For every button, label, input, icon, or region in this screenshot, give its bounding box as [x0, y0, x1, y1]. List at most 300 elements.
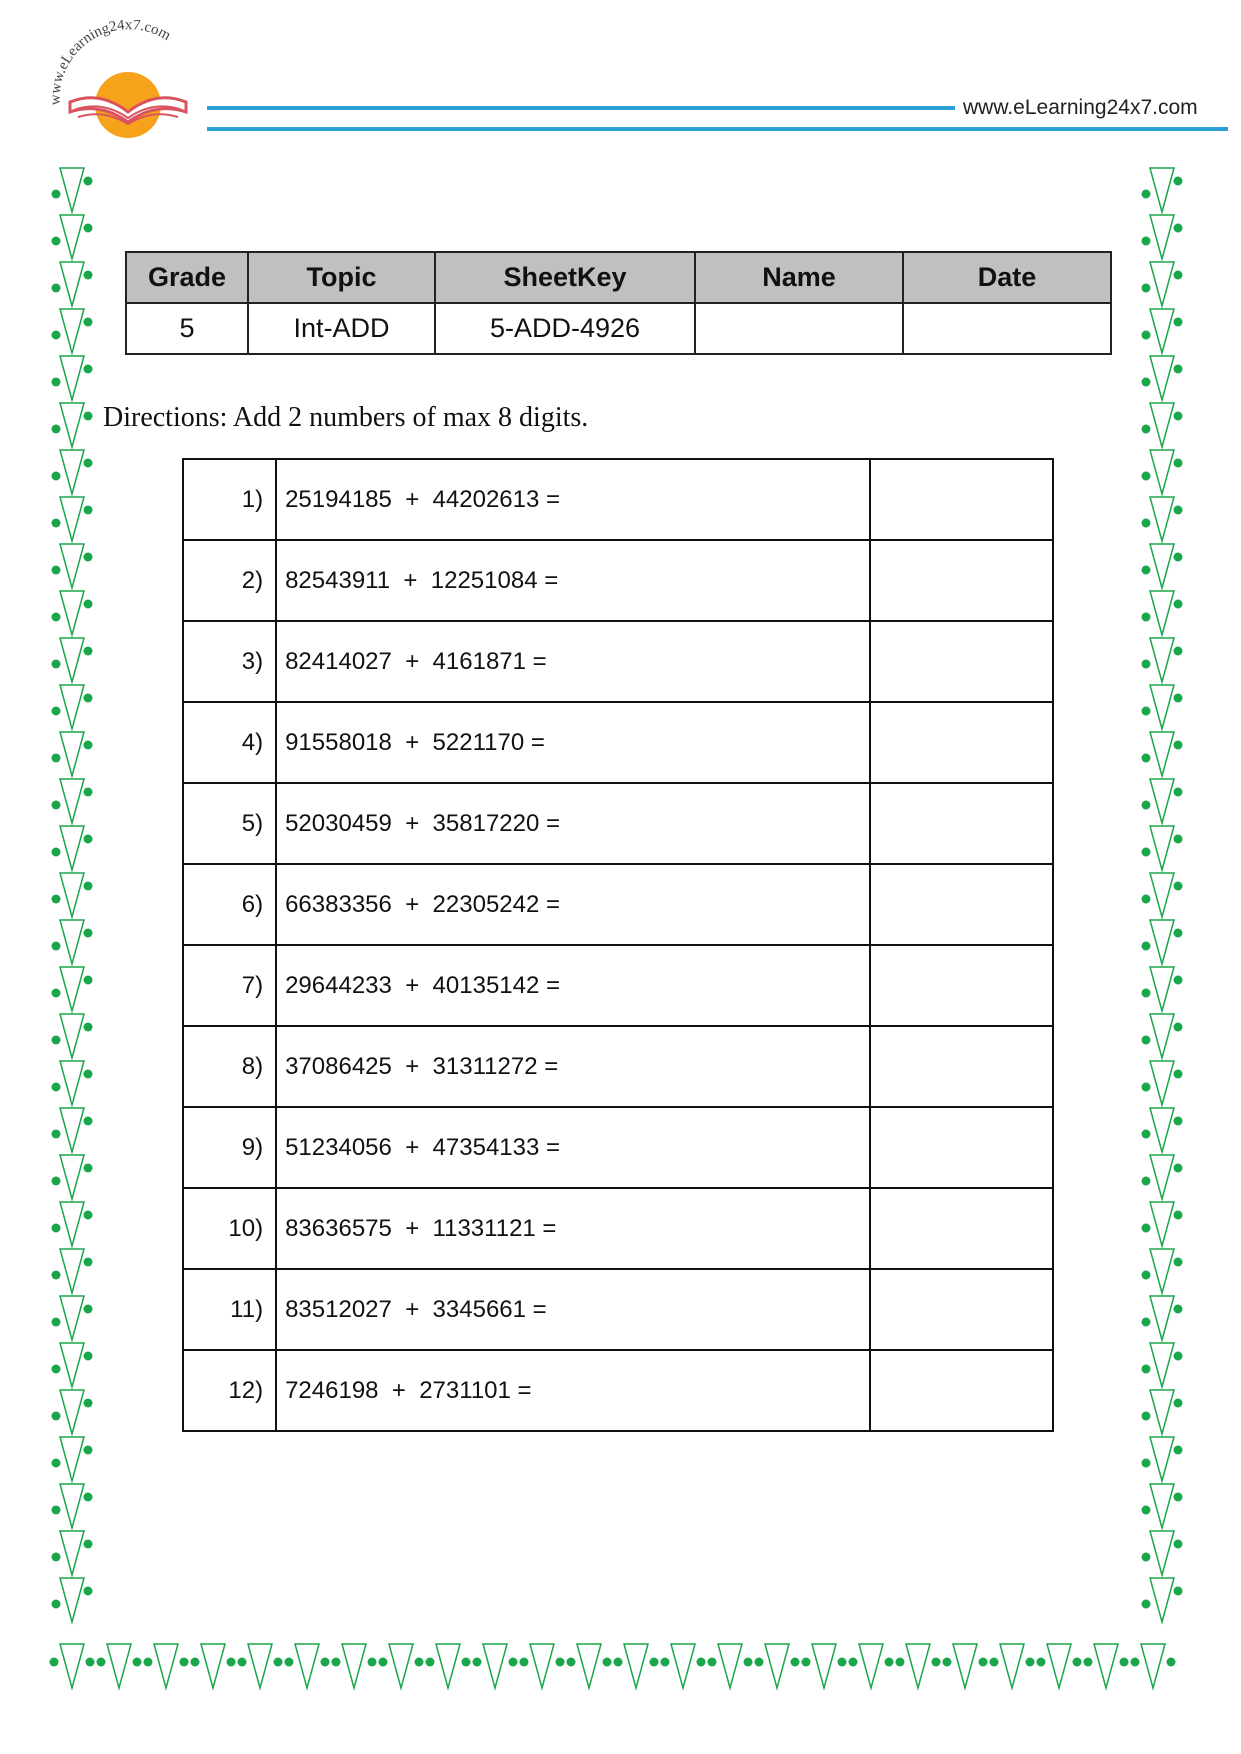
border-triangle	[60, 873, 84, 917]
addend-b: 4161871	[432, 647, 526, 675]
border-triangle	[1150, 1531, 1174, 1575]
border-dot	[567, 1658, 576, 1667]
border-triangle	[1150, 1061, 1174, 1105]
plus-sign: +	[391, 890, 433, 918]
border-dot	[802, 1658, 811, 1667]
border-triangle	[906, 1644, 930, 1688]
addend-a: 83636575	[285, 1214, 392, 1242]
directions: Directions: Add 2 numbers of max 8 digits.	[103, 402, 589, 433]
equals-sign: =	[535, 1214, 557, 1242]
border-triangle	[60, 544, 84, 588]
border-dot	[1174, 1258, 1183, 1267]
border-dot	[1174, 1023, 1183, 1032]
border-dot	[84, 1164, 93, 1173]
border-dot	[84, 1305, 93, 1314]
border-triangle	[1150, 685, 1174, 729]
equals-sign: =	[524, 728, 545, 756]
border-triangle	[60, 967, 84, 1011]
border-dot	[84, 553, 93, 562]
problems-table	[182, 458, 1054, 1432]
border-dot	[1174, 1446, 1183, 1455]
addend-b: 3345661	[432, 1295, 526, 1323]
border-dot	[1026, 1658, 1035, 1667]
problem-row	[183, 540, 1053, 621]
border-dot	[1174, 976, 1183, 985]
border-dot	[614, 1658, 623, 1667]
problem-expression	[276, 459, 870, 540]
border-dot	[1142, 331, 1151, 340]
border-triangle	[107, 1644, 131, 1688]
border-dot	[755, 1658, 764, 1667]
equals-sign: =	[537, 1052, 559, 1080]
border-triangle	[1150, 168, 1174, 212]
border-triangle	[60, 1249, 84, 1293]
border-triangle	[60, 1390, 84, 1434]
border-dot	[84, 1211, 93, 1220]
sheetkey-header: SheetKey	[435, 252, 695, 303]
problem-row	[183, 1350, 1053, 1431]
border-triangle	[1150, 1390, 1174, 1434]
border-dot	[84, 976, 93, 985]
addend-a: 29644233	[285, 971, 392, 999]
border-triangle	[1150, 1249, 1174, 1293]
border-dot	[52, 519, 61, 528]
border-triangle	[812, 1644, 836, 1688]
problem-row	[183, 1269, 1053, 1350]
border-triangle	[60, 1061, 84, 1105]
border-dot	[52, 1271, 61, 1280]
border-triangle	[1150, 732, 1174, 776]
border-dot	[52, 284, 61, 293]
border-triangle	[60, 1644, 84, 1688]
problem-number: 11)	[183, 1269, 276, 1350]
border-triangle	[60, 1437, 84, 1481]
problem-number: 9)	[183, 1107, 276, 1188]
border-dot	[84, 1540, 93, 1549]
border-dot	[52, 190, 61, 199]
border-dot	[84, 1070, 93, 1079]
border-dot	[84, 647, 93, 656]
problem-row	[183, 621, 1053, 702]
border-triangle	[1150, 215, 1174, 259]
addend-b: 40135142	[432, 971, 540, 999]
problem-row	[183, 459, 1053, 540]
problem-expression	[276, 783, 870, 864]
border-dot	[1142, 613, 1151, 622]
answer-box[interactable]	[870, 945, 1053, 1026]
border-dot	[556, 1658, 565, 1667]
border-dot	[84, 177, 93, 186]
border-dot	[990, 1658, 999, 1667]
border-triangle	[60, 1202, 84, 1246]
answer-box[interactable]	[870, 1350, 1053, 1431]
answer-box[interactable]	[870, 864, 1053, 945]
border-dot	[1142, 284, 1151, 293]
border-triangle	[1150, 1578, 1174, 1622]
border-dot	[979, 1658, 988, 1667]
border-dot	[1174, 365, 1183, 374]
border-triangle	[60, 779, 84, 823]
problem-number: 12)	[183, 1350, 276, 1431]
addend-b: 2731101	[419, 1376, 511, 1404]
border-triangle	[953, 1644, 977, 1688]
border-triangle	[1150, 873, 1174, 917]
problem-expression	[276, 1107, 870, 1188]
name-field[interactable]	[695, 303, 903, 354]
addend-a: 91558018	[285, 728, 392, 756]
name-header: Name	[695, 252, 903, 303]
info-table	[125, 251, 1112, 355]
border-dot	[84, 694, 93, 703]
border-triangle	[483, 1644, 507, 1688]
header-line-top	[207, 106, 955, 110]
border-triangle	[1150, 920, 1174, 964]
problem-number: 3)	[183, 621, 276, 702]
border-dot	[661, 1658, 670, 1667]
plus-sign: +	[391, 485, 433, 513]
border-dot	[84, 1117, 93, 1126]
border-dot	[1174, 694, 1183, 703]
problem-row	[183, 702, 1053, 783]
border-dot	[52, 1224, 61, 1233]
border-dot	[1174, 600, 1183, 609]
equals-sign: =	[525, 647, 547, 675]
border-dot	[1142, 378, 1151, 387]
plus-sign: +	[391, 971, 433, 999]
addend-b: 35817220	[432, 809, 540, 837]
border-dot	[1174, 1399, 1183, 1408]
border-dot	[1142, 848, 1151, 857]
plus-sign: +	[391, 809, 433, 837]
border-dot	[1174, 506, 1183, 515]
equals-sign: =	[525, 1295, 547, 1323]
info-header-row	[126, 252, 1111, 303]
border-dot	[50, 1658, 59, 1667]
border-dot	[1131, 1658, 1140, 1667]
addend-a: 66383356	[285, 890, 392, 918]
equals-sign: =	[510, 1376, 532, 1404]
border-dot	[52, 1083, 61, 1092]
border-dot	[84, 1258, 93, 1267]
answer-box[interactable]	[870, 1026, 1053, 1107]
date-field[interactable]	[903, 303, 1111, 354]
border-dot	[943, 1658, 952, 1667]
topic-value: Int-ADD	[248, 303, 435, 354]
border-triangle	[1150, 1155, 1174, 1199]
plus-sign: +	[391, 1295, 433, 1323]
border-dot	[1142, 1459, 1151, 1468]
border-dot	[1142, 1318, 1151, 1327]
border-dot	[144, 1658, 153, 1667]
border-triangle	[60, 309, 84, 353]
border-dot	[1174, 1587, 1183, 1596]
border-dot	[52, 1036, 61, 1045]
border-dot	[838, 1658, 847, 1667]
border-dot	[84, 1023, 93, 1032]
border-triangle	[1047, 1644, 1071, 1688]
problem-expression	[276, 945, 870, 1026]
border-triangle	[60, 638, 84, 682]
border-dot	[180, 1658, 189, 1667]
border-dot	[1142, 237, 1151, 246]
border-triangle	[530, 1644, 554, 1688]
border-triangle	[1150, 1484, 1174, 1528]
border-dot	[1174, 1305, 1183, 1314]
border-dot	[52, 1412, 61, 1421]
border-dot	[52, 1365, 61, 1374]
answer-box[interactable]	[870, 621, 1053, 702]
addend-a: 82414027	[285, 647, 392, 675]
border-dot	[238, 1658, 247, 1667]
border-dot	[52, 378, 61, 387]
border-dot	[1142, 1271, 1151, 1280]
border-dot	[1174, 1211, 1183, 1220]
addend-b: 11331121	[432, 1214, 536, 1242]
answer-box[interactable]	[870, 702, 1053, 783]
border-triangle	[1141, 1644, 1165, 1688]
answer-box[interactable]	[870, 1269, 1053, 1350]
border-triangle	[671, 1644, 695, 1688]
problem-row	[183, 1026, 1053, 1107]
border-dot	[52, 472, 61, 481]
border-triangle	[1150, 779, 1174, 823]
date-header: Date	[903, 252, 1111, 303]
border-dot	[1142, 190, 1151, 199]
addend-b: 47354133	[432, 1133, 540, 1161]
border-dot	[1142, 1553, 1151, 1562]
problem-number: 4)	[183, 702, 276, 783]
info-value-row	[126, 303, 1111, 354]
border-dot	[1142, 942, 1151, 951]
border-dot	[1142, 1083, 1151, 1092]
border-dot	[84, 1399, 93, 1408]
border-dot	[1142, 801, 1151, 810]
border-dot	[84, 365, 93, 374]
border-dot	[896, 1658, 905, 1667]
border-dot	[1037, 1658, 1046, 1667]
border-dot	[368, 1658, 377, 1667]
border-triangle	[1150, 967, 1174, 1011]
border-dot	[1142, 472, 1151, 481]
border-dot	[97, 1658, 106, 1667]
border-triangle	[1150, 1202, 1174, 1246]
border-dot	[1073, 1658, 1082, 1667]
equals-sign: =	[539, 485, 561, 513]
border-dot	[52, 1553, 61, 1562]
plus-sign: +	[391, 1052, 433, 1080]
border-triangle	[60, 1014, 84, 1058]
border-dot	[84, 1352, 93, 1361]
logo-text: www.eLearning24x7.com	[47, 20, 174, 106]
border-triangle	[1150, 826, 1174, 870]
border-dot	[1174, 271, 1183, 280]
border-triangle	[436, 1644, 460, 1688]
addend-a: 51234056	[285, 1133, 392, 1161]
problem-row	[183, 945, 1053, 1026]
elearning-logo	[40, 20, 220, 150]
border-dot	[462, 1658, 471, 1667]
equals-sign: =	[539, 1133, 561, 1161]
border-triangle	[342, 1644, 366, 1688]
border-dot	[52, 942, 61, 951]
plus-sign: +	[391, 647, 433, 675]
problem-expression	[276, 621, 870, 702]
border-dot	[1142, 1224, 1151, 1233]
border-dot	[1142, 989, 1151, 998]
plus-sign: +	[391, 728, 433, 756]
plus-sign: +	[390, 566, 431, 594]
border-dot	[52, 566, 61, 575]
answer-box[interactable]	[870, 783, 1053, 864]
answer-box[interactable]	[870, 459, 1053, 540]
problem-number: 6)	[183, 864, 276, 945]
border-triangle	[1150, 450, 1174, 494]
border-dot	[52, 1600, 61, 1609]
border-triangle	[60, 356, 84, 400]
addend-a: 37086425	[285, 1052, 392, 1080]
equals-sign: =	[539, 971, 561, 999]
addend-b: 44202613	[432, 485, 540, 513]
problem-row	[183, 783, 1053, 864]
problem-row	[183, 1188, 1053, 1269]
border-triangle	[60, 1108, 84, 1152]
border-dot	[321, 1658, 330, 1667]
border-dot	[1174, 835, 1183, 844]
border-dot	[52, 660, 61, 669]
addend-a: 25194185	[285, 485, 392, 513]
border-dot	[1142, 1412, 1151, 1421]
border-triangle	[60, 262, 84, 306]
problem-row	[183, 1107, 1053, 1188]
border-triangle	[624, 1644, 648, 1688]
border-dot	[84, 506, 93, 515]
border-triangle	[1150, 1343, 1174, 1387]
answer-box[interactable]	[870, 1188, 1053, 1269]
equals-sign: =	[539, 809, 561, 837]
border-dot	[1174, 788, 1183, 797]
border-dot	[52, 237, 61, 246]
border-dot	[1142, 519, 1151, 528]
border-dot	[1142, 566, 1151, 575]
border-dot	[52, 425, 61, 434]
border-dot	[84, 929, 93, 938]
problem-expression	[276, 864, 870, 945]
addend-b: 5221170	[432, 728, 525, 756]
problem-number: 1)	[183, 459, 276, 540]
border-triangle	[389, 1644, 413, 1688]
border-dot	[509, 1658, 518, 1667]
border-dot	[1174, 412, 1183, 421]
border-dot	[1142, 1506, 1151, 1515]
border-dot	[885, 1658, 894, 1667]
problem-expression	[276, 1350, 870, 1431]
border-dot	[1174, 1540, 1183, 1549]
border-dot	[84, 318, 93, 327]
addend-a: 7246198	[285, 1376, 379, 1404]
border-triangle	[60, 1531, 84, 1575]
border-dot	[84, 600, 93, 609]
border-dot	[791, 1658, 800, 1667]
border-dot	[1174, 647, 1183, 656]
border-dot	[84, 224, 93, 233]
border-dot	[84, 412, 93, 421]
border-dot	[52, 848, 61, 857]
grade-value: 5	[126, 303, 248, 354]
border-dot	[473, 1658, 482, 1667]
border-dot	[84, 788, 93, 797]
problem-number: 10)	[183, 1188, 276, 1269]
problem-number: 2)	[183, 540, 276, 621]
border-triangle	[1150, 544, 1174, 588]
border-dot	[1174, 929, 1183, 938]
border-dot	[52, 1318, 61, 1327]
border-triangle	[859, 1644, 883, 1688]
addend-a: 82543911	[285, 566, 391, 594]
border-dot	[1142, 707, 1151, 716]
problem-expression	[276, 1188, 870, 1269]
border-dot	[227, 1658, 236, 1667]
problem-expression	[276, 1269, 870, 1350]
border-dot	[52, 989, 61, 998]
answer-box[interactable]	[870, 540, 1053, 621]
border-dot	[86, 1658, 95, 1667]
border-dot	[84, 459, 93, 468]
border-dot	[1084, 1658, 1093, 1667]
border-dot	[84, 1493, 93, 1502]
problem-row	[183, 864, 1053, 945]
border-triangle	[1150, 591, 1174, 635]
border-triangle	[60, 215, 84, 259]
border-triangle	[1150, 262, 1174, 306]
border-triangle	[295, 1644, 319, 1688]
problem-number: 5)	[183, 783, 276, 864]
border-dot	[52, 801, 61, 810]
border-dot	[520, 1658, 529, 1667]
border-triangle	[154, 1644, 178, 1688]
border-dot	[285, 1658, 294, 1667]
plus-sign: +	[391, 1214, 433, 1242]
border-triangle	[60, 1155, 84, 1199]
border-dot	[1174, 224, 1183, 233]
topic-header: Topic	[248, 252, 435, 303]
border-dot	[84, 1446, 93, 1455]
border-dot	[932, 1658, 941, 1667]
border-triangle	[1150, 403, 1174, 447]
border-dot	[84, 1587, 93, 1596]
addend-b: 22305242	[432, 890, 540, 918]
border-dot	[1120, 1658, 1129, 1667]
border-dot	[1174, 882, 1183, 891]
border-dot	[1174, 1493, 1183, 1502]
border-dot	[332, 1658, 341, 1667]
border-dot	[426, 1658, 435, 1667]
border-triangle	[60, 1296, 84, 1340]
problem-number: 7)	[183, 945, 276, 1026]
border-triangle	[765, 1644, 789, 1688]
border-dot	[849, 1658, 858, 1667]
border-dot	[1142, 660, 1151, 669]
border-dot	[1174, 741, 1183, 750]
border-dot	[52, 1177, 61, 1186]
border-triangle	[60, 591, 84, 635]
border-dot	[52, 331, 61, 340]
site-url: www.eLearning24x7.com	[963, 96, 1198, 119]
border-triangle	[60, 732, 84, 776]
border-triangle	[1150, 1014, 1174, 1058]
border-dot	[84, 271, 93, 280]
addend-a: 83512027	[285, 1295, 392, 1323]
answer-box[interactable]	[870, 1107, 1053, 1188]
